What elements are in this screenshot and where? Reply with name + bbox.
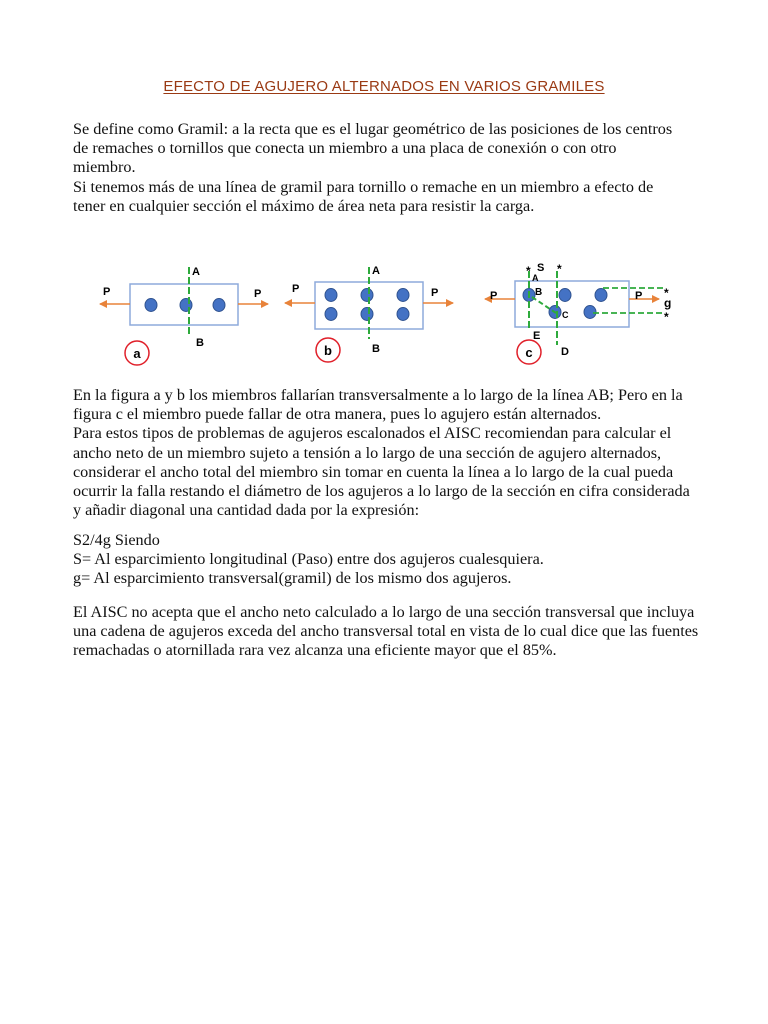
- text-line: ocurrir la falla restando el diámetro de los agujeros a lo largo de la sección en cifra considerada: [73, 482, 690, 501]
- text-line: una cadena de agujeros exceda del ancho transversal total en vista de lo cual dice que las fuentes: [73, 622, 699, 641]
- force-label: P: [490, 290, 498, 302]
- text-line: miembro.: [73, 158, 136, 177]
- text-line: figura c el miembro puede fallar de otra manera, pues lo agujero están alternados.: [73, 405, 602, 424]
- text-line: considerar el ancho total del miembro sin tomar en cuenta la línea a lo largo de la cual pueda: [73, 462, 674, 481]
- conclusion-paragraph: [73, 603, 709, 661]
- bolt-hole: [361, 308, 373, 321]
- bolt-hole: [595, 289, 607, 302]
- force-label: P: [103, 286, 111, 298]
- point-label-a: A: [372, 265, 380, 277]
- force-label: P: [431, 287, 439, 299]
- point-label-b: B: [372, 343, 380, 355]
- page-title: EFECTO DE AGUJERO ALTERNADOS EN VARIOS GRAMILES: [163, 78, 605, 95]
- point-label-b: B: [196, 337, 204, 349]
- formula-line: S2/4g Siendo: [73, 531, 160, 549]
- definition-g: g= Al esparcimiento transversal(gramil) de los mismo dos agujeros.: [73, 569, 512, 588]
- point-label-a: A: [532, 273, 539, 283]
- bolt-hole: [559, 289, 571, 302]
- figure-tag: c: [525, 345, 533, 360]
- failure-line-diagonal: [532, 297, 556, 313]
- bolt-hole: [397, 289, 409, 302]
- figure-tag: a: [133, 346, 141, 361]
- text-line: remachadas o atornillada rara vez alcanza una eficiente mayor que el 85%.: [73, 641, 557, 660]
- figure-tag: b: [324, 343, 332, 358]
- bolt-hole: [325, 308, 337, 321]
- star-label: *: [664, 286, 669, 300]
- member-plate: [515, 281, 629, 327]
- spacing-label-s: S: [537, 262, 545, 274]
- point-label-b: B: [535, 287, 543, 298]
- text-line: Si tenemos más de una línea de gramil para tornillo o remache en un miembro a efecto de: [73, 177, 654, 196]
- gage-label-g: g: [664, 296, 672, 310]
- point-label-c: C: [562, 310, 569, 320]
- text-line: El AISC no acepta que el ancho neto calculado a lo largo de una sección transversal que incluya: [73, 603, 695, 621]
- figure-c: [485, 262, 671, 364]
- star-label: *: [526, 264, 531, 278]
- star-label: *: [557, 262, 562, 276]
- star-label: *: [664, 310, 669, 324]
- bolt-hole: [325, 289, 337, 302]
- point-label-d: D: [561, 346, 569, 358]
- bolt-hole: [397, 308, 409, 321]
- bolt-hole: [145, 299, 157, 312]
- force-label: P: [292, 283, 300, 295]
- text-line: y añadir diagonal una cantidad dada por la expresión:: [73, 501, 420, 520]
- force-label: P: [635, 290, 643, 302]
- figure-a: [100, 266, 268, 365]
- text-line: Para estos tipos de problemas de agujeros escalonados el AISC recomiendan para calcular el: [73, 424, 672, 443]
- figure-b: [285, 265, 453, 362]
- force-label: P: [254, 288, 262, 300]
- bolt-hole: [361, 289, 373, 302]
- explanation-paragraph: [73, 386, 709, 520]
- bolt-hole: [584, 306, 596, 319]
- point-label-a: A: [192, 266, 200, 278]
- formula-block: [73, 531, 709, 589]
- text-line: ancho neto de un miembro sujeto a tensión a lo largo de una sección de agujero alternados,: [73, 443, 662, 462]
- point-label-e: E: [533, 330, 541, 342]
- text-line: Se define como Gramil: a la recta que es el lugar geométrico de las posiciones de los centros: [73, 120, 673, 138]
- bolt-hole: [213, 299, 225, 312]
- bolt-hole: [180, 299, 192, 312]
- intro-paragraph: [73, 120, 709, 216]
- text-line: tener en cualquier sección el máximo de área neta para resistir la carga.: [73, 196, 535, 215]
- definition-s: S= Al esparcimiento longitudinal (Paso) entre dos agujeros cualesquiera.: [73, 550, 544, 569]
- staggered-holes-figure: [0, 255, 768, 370]
- text-line: En la figura a y b los miembros fallarían transversalmente a lo largo de la línea AB; Pero en la: [73, 386, 683, 404]
- text-line: de remaches o tornillos que conecta un miembro a una placa de conexión o con otro: [73, 139, 617, 158]
